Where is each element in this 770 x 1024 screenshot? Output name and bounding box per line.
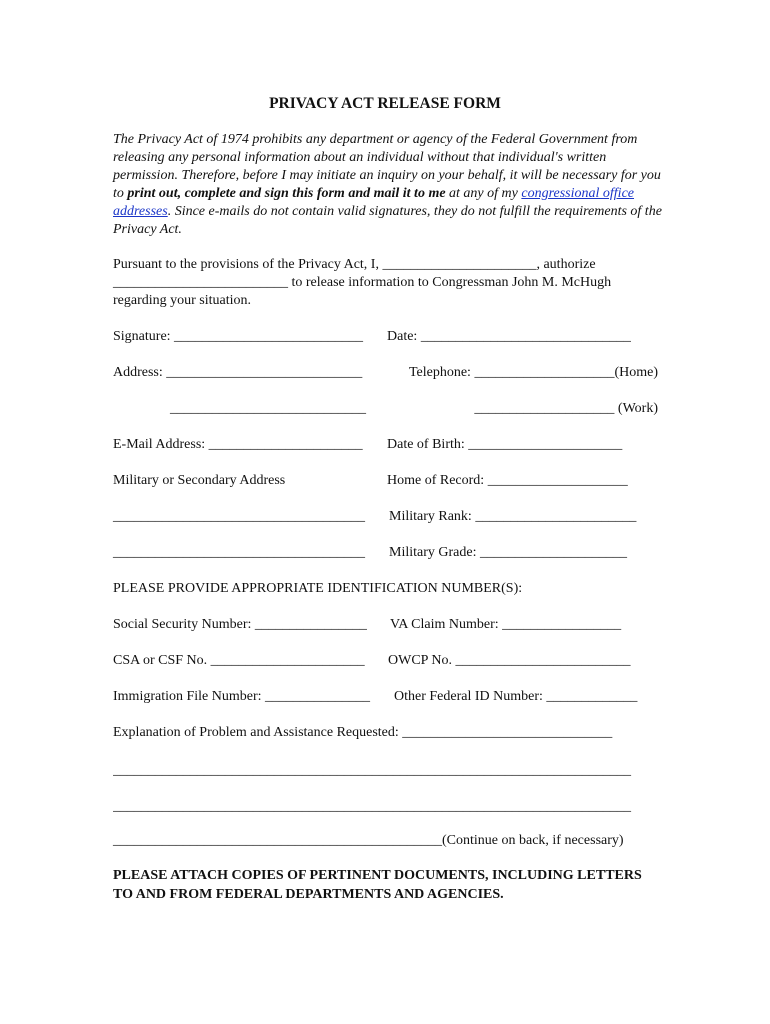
signature-row [113, 328, 661, 346]
address-field[interactable]: Address: ____________________________ [113, 365, 363, 380]
csa-row [113, 652, 661, 670]
immigration-file-field[interactable]: Immigration File Number: _______________ [113, 689, 371, 704]
telephone-home-field[interactable]: Telephone: ____________________(Home) [408, 365, 658, 380]
military-address-label: Military or Secondary Address [113, 473, 286, 488]
military-rank-row [113, 508, 661, 526]
owcp-field[interactable]: OWCP No. _________________________ [388, 653, 631, 668]
email-row [113, 436, 661, 454]
email-field[interactable]: E-Mail Address: ______________________ [113, 437, 363, 452]
signature-field[interactable]: Signature: ___________________________ [113, 329, 364, 344]
immigration-row [113, 688, 661, 706]
military-address-line2[interactable]: ____________________________________ [113, 545, 365, 560]
military-address-row [113, 472, 661, 490]
military-grade-field[interactable]: Military Grade: _____________________ [389, 545, 627, 560]
pursuant-paragraph[interactable]: Pursuant to the provisions of the Privacy Act, I, ______________________, authorize _________________________ to release information to Congressman John M. McHugh regarding your situation. [113, 257, 612, 308]
military-address-line1[interactable]: ____________________________________ [113, 509, 365, 524]
explanation-line-1[interactable]: __________________________________________________________________________ [113, 763, 631, 778]
va-claim-field[interactable]: VA Claim Number: _________________ [390, 617, 622, 632]
csa-csf-field[interactable]: CSA or CSF No. ______________________ [113, 653, 365, 668]
ssn-row [113, 616, 661, 634]
explanation-line-2[interactable]: __________________________________________________________________________ [113, 799, 631, 814]
intro-text-3: . Since e-mails do not contain valid signatures, they do not fulfill the requirements of the Privacy Act. [113, 204, 662, 237]
intro-text-2: at any of my [445, 186, 522, 201]
intro-text-1: The Privacy Act of 1974 prohibits any department or agency of the Federal Government from releasing any personal information about an individual without that individual's written permission. Therefore, before I may initiate an inquiry on your behalf, it will be necessary for you to [113, 132, 661, 201]
date-of-birth-field[interactable]: Date of Birth: ______________________ [387, 437, 623, 452]
telephone-work-field[interactable]: ____________________ (Work) [474, 401, 658, 416]
explanation-row[interactable]: Explanation of Problem and Assistance Requested: ______________________________ [113, 725, 613, 740]
address-row [113, 364, 661, 382]
other-federal-id-field[interactable]: Other Federal ID Number: _____________ [394, 689, 638, 704]
home-of-record-field[interactable]: Home of Record: ____________________ [387, 473, 628, 488]
date-field[interactable]: Date: ______________________________ [387, 329, 631, 344]
ssn-field[interactable]: Social Security Number: ________________ [113, 617, 367, 632]
military-grade-row [113, 544, 661, 562]
congressional-office-addresses-link[interactable]: congressional office addresses [113, 186, 635, 219]
continue-line[interactable]: _______________________________________________(Continue on back, if necessary) [113, 833, 624, 848]
address-line2-row [113, 400, 661, 418]
attach-documents-notice: PLEASE ATTACH COPIES OF PERTINENT DOCUMENTS, INCLUDING LETTERS TO AND FROM FEDERAL DEPARTMENTS AND AGENCIES. [113, 868, 642, 902]
identification-heading: PLEASE PROVIDE APPROPRIATE IDENTIFICATION NUMBER(S): [113, 581, 523, 596]
address-line2-field[interactable]: ____________________________ [170, 401, 366, 416]
military-rank-field[interactable]: Military Rank: _______________________ [389, 509, 637, 524]
intro-bold-instruction: print out, complete and sign this form and mail it to me [127, 186, 446, 201]
intro-paragraph [113, 131, 663, 239]
form-title: PRIVACY ACT RELEASE FORM [269, 95, 501, 112]
